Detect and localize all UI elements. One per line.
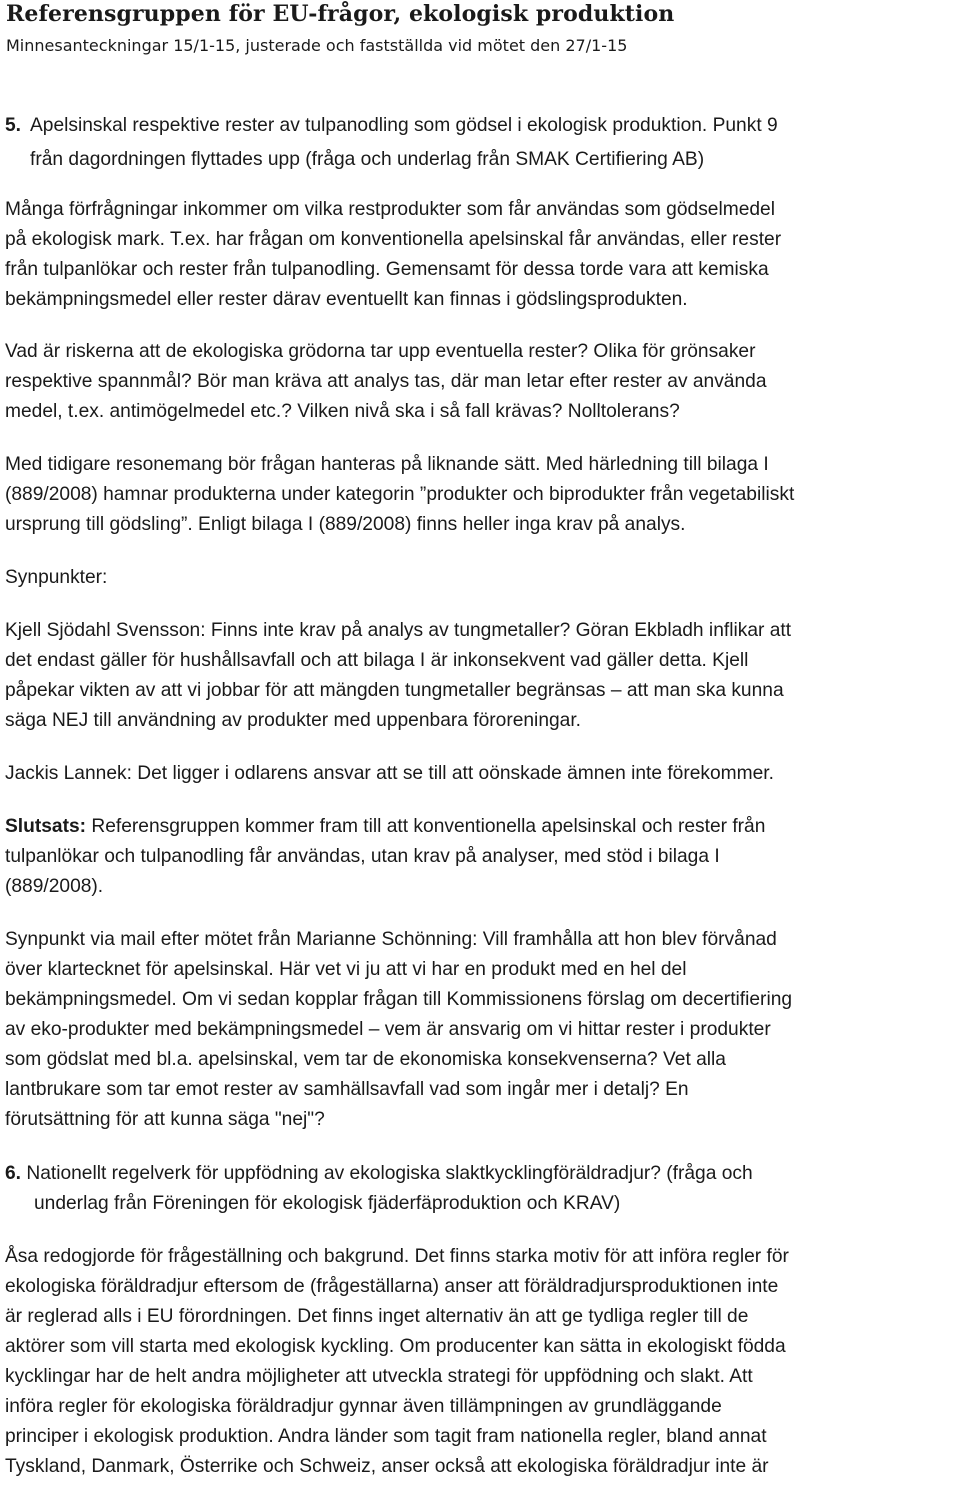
item-5-p1-line: från tulpanlökar och rester från tulpanodling. Gemensamt för dessa torde vara att kemiska (5, 259, 769, 280)
item-5-p6-line: av eko-produkter med bekämpningsmedel – vem är ansvarig om vi hittar rester i produkter (5, 1019, 771, 1040)
item-6-heading-text: Nationellt regelverk för uppfödning av ekologiska slaktkycklingföräldradjur? (fråga och (21, 1163, 753, 1184)
item-5-heading-line-1: Apelsinskal respektive rester av tulpanodling som gödsel i ekologisk produktion. Punkt 9 (30, 115, 778, 136)
item-5-p2-line: respektive spannmål? Bör man kräva att analys tas, där man letar efter rester av använda (5, 371, 767, 392)
item-6-p1-line: Tyskland, Danmark, Österrike och Schweiz, anser också att ekologiska föräldradjur inte är (5, 1456, 769, 1477)
item-5-heading-line-2: från dagordningen flyttades upp (fråga och underlag från SMAK Certifiering AB) (30, 149, 705, 170)
document-title: Referensgruppen för EU-frågor, ekologisk produktion (6, 1, 675, 27)
synpunkter-label: Synpunkter: (5, 567, 108, 588)
item-5-p3-line: (889/2008) hamnar produkterna under kategorin ”produkter och biprodukter från vegetabiliskt (5, 484, 795, 505)
item-6-p1-line: ekologiska föräldradjur eftersom de (frågeställarna) anser att föräldradjursproduktionen inte (5, 1276, 779, 1297)
item-6-p1-line: kycklingar har de helt andra möjligheter att utveckla strategi för uppfödning och slakt. Att (5, 1366, 753, 1387)
item-6-heading-line-2: underlag från Föreningen för ekologisk fjäderfäproduktion och KRAV) (34, 1193, 621, 1214)
item-5-p3-line: ursprung till gödsling”. Enligt bilaga I (889/2008) finns heller inga krav på analys. (5, 514, 686, 535)
item-5-p2-line: Vad är riskerna att de ekologiska grödorna tar upp eventuella rester? Olika för grönsaker (5, 341, 756, 362)
item-5-p4-line: det endast gäller för hushållsavfall och att bilaga I är inkonsekvent vad gäller detta. Kjell (5, 650, 749, 671)
slutsats-line: tulpanlökar och tulpanodling får användas, utan krav på analyser, med stöd i bilaga I (5, 846, 720, 867)
slutsats-text: Referensgruppen kommer fram till att konventionella apelsinskal och rester från (86, 816, 766, 837)
item-5-p1-line: på ekologisk mark. T.ex. har frågan om konventionella apelsinskal får användas, eller rester (5, 229, 782, 250)
item-6-p1-line: införa regler för ekologiska föräldradjur gynnar även tillämpningen av grundläggande (5, 1396, 722, 1417)
item-5-p6-line: Synpunkt via mail efter mötet från Marianne Schönning: Vill framhålla att hon blev förvånad (5, 929, 777, 950)
slutsats-line-1 (5, 815, 765, 839)
item-5-p6-line: lantbrukare som tar emot rester av samhällsavfall vad som ingår mer i detalj? En (5, 1079, 689, 1100)
item-5-p1-line: Många förfrågningar inkommer om vilka restprodukter som får användas som gödselmedel (5, 199, 775, 220)
item-5-p4-line: säga NEJ till användning av produkter med uppenbara föroreningar. (5, 710, 581, 731)
item-5-p5-line: Jackis Lannek: Det ligger i odlarens ansvar att se till att oönskade ämnen inte förekommer. (5, 763, 774, 784)
item-6-p1-line: principer i ekologisk produktion. Andra länder som tagit fram nationella regler, bland annat (5, 1426, 767, 1447)
item-5-p1-line: bekämpningsmedel eller rester därav eventuellt kan finnas i gödslingsprodukten. (5, 289, 688, 310)
item-5-p6-line: förutsättning för att kunna säga "nej"? (5, 1109, 325, 1130)
slutsats-label: Slutsats: (5, 816, 87, 837)
slutsats-line: (889/2008). (5, 876, 104, 897)
item-6-number: 6. (5, 1163, 22, 1184)
document-subtitle: Minnesanteckningar 15/1-15, justerade och fastställda vid mötet den 27/1-15 (6, 36, 628, 55)
item-6-p1-line: är reglerad alls i EU förordningen. Det finns inget alternativ än att ge tydliga regler till de (5, 1306, 749, 1327)
item-5-p3-line: Med tidigare resonemang bör frågan hanteras på liknande sätt. Med härledning till bilaga I (5, 454, 769, 475)
item-6-p1-line: Åsa redogjorde för frågeställning och bakgrund. Det finns starka motiv för att införa regler för (5, 1246, 789, 1267)
item-6-p1-line: aktörer som vill starta med ekologisk kyckling. Om producenter kan sätta in ekologiskt födda (5, 1336, 786, 1357)
item-5-p6-line: över klartecknet för apelsinskal. Här vet vi ju att vi har en produkt med en hel del (5, 959, 687, 980)
item-5-p4-line: Kjell Sjödahl Svensson: Finns inte krav på analys av tungmetaller? Göran Ekbladh inflikar att (5, 620, 792, 641)
item-5-p6-line: som gödslat med bl.a. apelsinskal, vem tar de ekonomiska konsekvenserna? Vet alla (5, 1049, 726, 1070)
item-5-p4-line: påpekar vikten av att vi jobbar för att mängden tungmetaller begränsas – att man ska kunna (5, 680, 784, 701)
item-5-number: 5. (5, 115, 22, 136)
item-6-heading-line-1 (5, 1162, 753, 1186)
item-5-p2-line: medel, t.ex. antimögelmedel etc.? Vilken nivå ska i så fall krävas? Nolltolerans? (5, 401, 680, 422)
item-5-p6-line: bekämpningsmedel. Om vi sedan kopplar frågan till Kommissionens förslag om decertifiering (5, 989, 793, 1010)
